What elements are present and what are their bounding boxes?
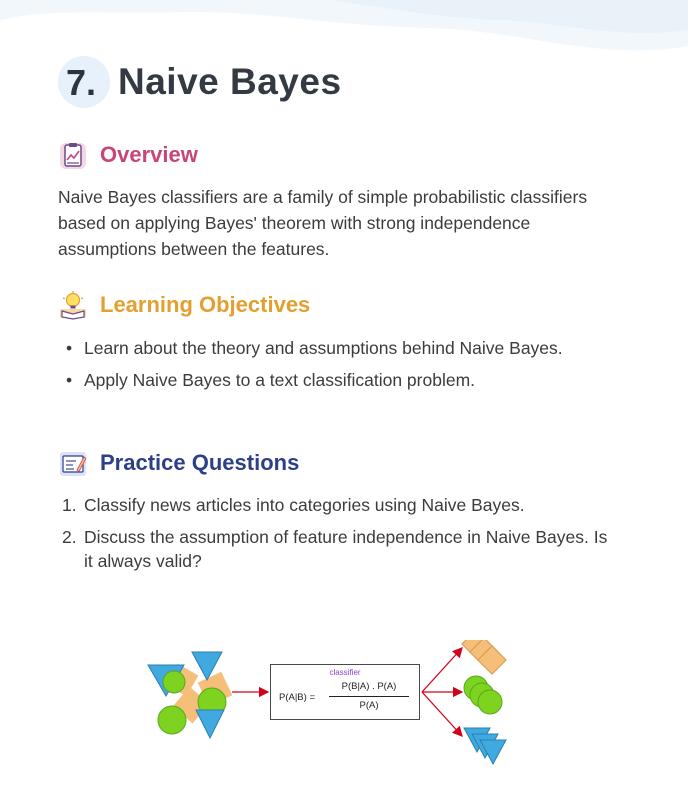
section-number: 7.: [66, 62, 97, 103]
output-arrow-top: [422, 648, 462, 692]
practice-heading-label: Practice Questions: [100, 450, 300, 475]
naive-bayes-diagram: [140, 640, 520, 775]
output-squares-class: [462, 640, 506, 674]
section-number-badge: [58, 56, 110, 108]
list-item: [58, 336, 618, 360]
list-item: [58, 368, 618, 392]
lightbulb-book-icon: [58, 290, 88, 320]
page-title: [58, 52, 342, 112]
output-arrow-bottom: [422, 692, 462, 736]
bullet: •: [66, 338, 73, 358]
list-item-text: Classify news articles into categories using Naive Bayes.: [84, 495, 525, 515]
objectives-list: [58, 336, 618, 400]
formula-label: classifier: [329, 668, 361, 677]
formula-lhs: P(A|B) =: [279, 692, 315, 703]
formula-box: [270, 664, 420, 720]
output-circles-class: [464, 676, 502, 714]
overview-text: Naive Bayes classifiers are a family of simple probabilistic classifiers based on applying Bayes' theorem with strong independence assumptions between the features.: [58, 187, 588, 259]
practice-heading: [58, 448, 299, 478]
title-text: Naive Bayes: [118, 61, 342, 102]
list-item-text: Learn about the theory and assumptions behind Naive Bayes.: [84, 338, 563, 358]
list-item-text: Apply Naive Bayes to a text classification problem.: [84, 370, 476, 390]
list-number: 1.: [62, 495, 77, 515]
output-triangles-class: [464, 728, 506, 764]
fraction-bar: [329, 696, 409, 697]
list-item: [58, 525, 618, 573]
clipboard-chart-icon: [58, 140, 88, 170]
objectives-heading: [58, 290, 310, 320]
list-item-text: Discuss the assumption of feature independence in Naive Bayes. Is it always valid?: [84, 527, 608, 571]
overview-heading-label: Overview: [100, 142, 198, 167]
formula-denominator: P(A): [359, 700, 379, 711]
formula-numerator: P(B|A) . P(A): [341, 681, 397, 692]
practice-list: [58, 493, 618, 581]
input-mixed-shapes: [148, 652, 232, 738]
list-number: 2.: [62, 527, 77, 547]
objectives-heading-label: Learning Objectives: [100, 292, 311, 317]
overview-heading: [58, 140, 198, 170]
bullet: •: [66, 370, 73, 390]
pencil-board-icon: [58, 448, 88, 478]
list-item: [58, 493, 618, 517]
